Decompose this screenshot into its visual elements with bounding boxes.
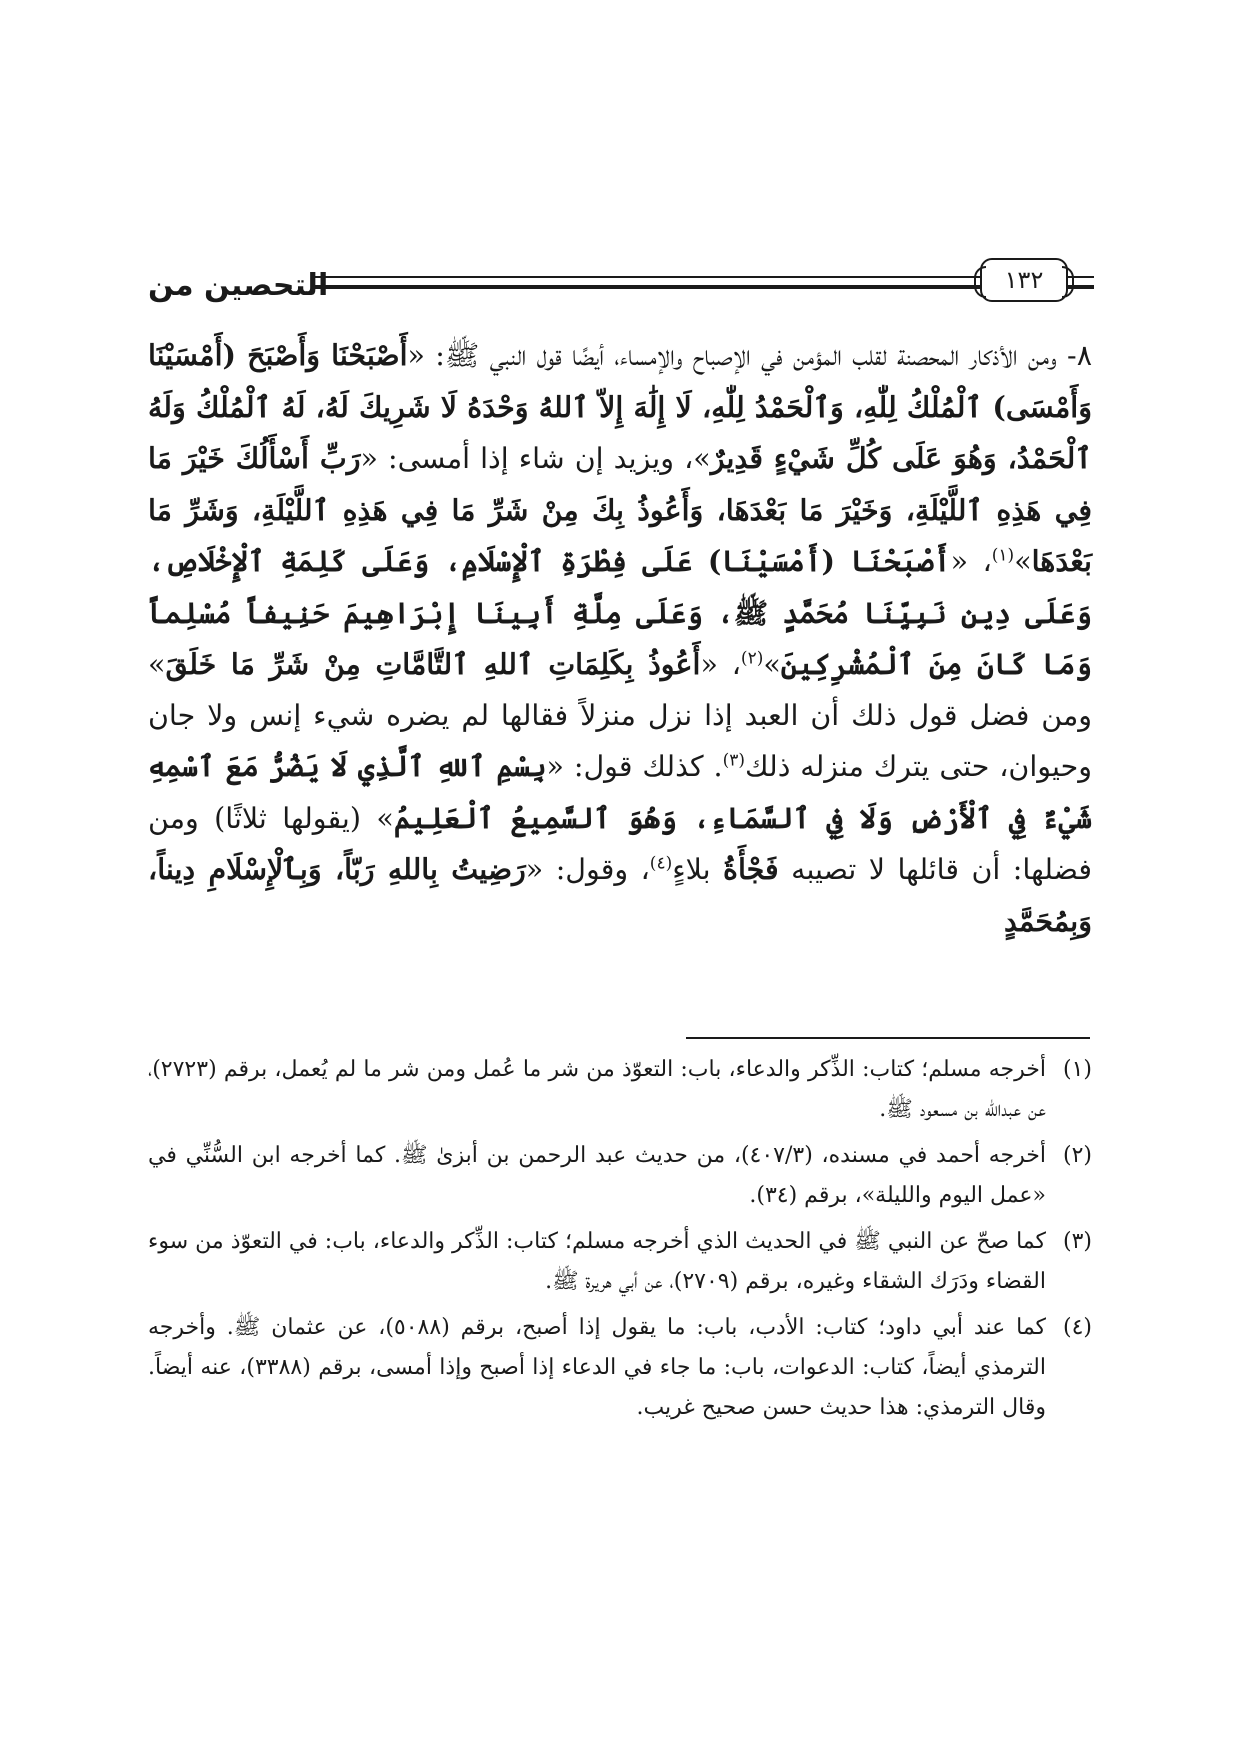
- footnote-number: (١): [1062, 1057, 1092, 1082]
- body-paragraph: ٨- ومن الأذكار المحصنة لقلب المؤمن في الإصباح والإمساء، أيضًا قول النبي ﷺ: «أَصْبَحْنَا وَأَصْبَحَ (أَمْسَيْنَا وَأَمْسَى) ٱلْمُلْكُ لِلّٰهِ، وَٱلْحَمْدُ لِلّٰهِ، لَا إِلَٰهَ إِلاّ ٱللهُ وَحْدَهُ لَا شَرِيكَ لَهُ، لَهُ ٱلْمُلْكُ وَلَهُ ٱلْحَمْدُ، وَهُوَ عَلَى كُلِّ شَيْءٍ قَدِيرٌ»، ويزيد إن شاء إذا أمسى: «رَبِّ أَسْأَلُكَ خَيْرَ مَا فِي هَذِهِ ٱللَّيْلَةِ، وَخَيْرَ مَا بَعْدَهَا، وَأَعُوذُ بِكَ مِنْ شَرِّ مَا فِي هَذِهِ ٱللَّيْلَةِ، وَشَرِّ مَا بَعْدَهَا»$^{(١)}$، «أَصْبَحْنَا (أَمْسَيْنَا) عَلَى فِطْرَةِ ٱلْإِسْلَامِ، وَعَلَى كَلِمَةِ ٱلْإِخْلَاصِ، وَعَلَى دِينِ نَبِيِّنَا مُحَمَّدٍ ﷺ، وَعَلَى مِلَّةِ أَبِينَا إِبْرَاهِيمَ حَنِيفاً مُسْلِماً وَمَا كَانَ مِنَ ٱلْمُشْرِكِينَ»$^{(٢)}$، «أَعُوذُ بِكَلِمَاتِ ٱللهِ ٱلتَّامَّاتِ مِنْ شَرِّ مَا خَلَقَ» ومن فضل قول ذلك أن العبد إذا نزل منزلاً فقالها لم يضره شيء إنس ولا جان وحيوان، حتى يترك منزله ذلك$^{(٣)}$. كذلك قول: «بِسْمِ ٱللهِ ٱلَّذِي لَا يَضُرُّ مَعَ ٱسْمِهِ شَيْءٌ فِي ٱلْأَرْضِ وَلَا فِي ٱلسَّمَاءِ، وَهُوَ ٱلسَّمِيعُ ٱلْعَلِيمُ» (يقولها ثلاثًا) ومن فضلها: أن قائلها لا تصيبه فَجْأَةُ بلاءٍ$^{(٤)}$، وقول: «رَضِيتُ بِاللهِ رَبّاً، وَبِٱلْإِسْلَامِ دِيناً، وَبِمُحَمَّدٍ: [148, 338, 1093, 938]
- text-run: ، «: [950, 545, 992, 578]
- dhikr-quote: أَعُوذُ بِكَلِمَاتِ ٱللهِ ٱلتَّامَّاتِ مِنْ شَرِّ مَا خَلَقَ: [165, 647, 701, 681]
- footnote-text: كما عند أبي داود؛ كتاب: الأدب، باب: ما يقول إذا أصبح، برقم (٥٠٨٨)، عن عثمان ﷺ. وأخرجه الترمذي أيضاً، كتاب: الدعوات، باب: ما جاء في الدعاء إذا أصبح وإذا أمسى، برقم (٣٣٨٨)، عنه أيضاً. وقال الترمذي: هذا حديث حسن صحيح غريب.: [148, 1315, 1047, 1420]
- text-run: ومن الأذكار المحصنة لقلب المؤمن في الإصباح والإمساء، أيضًا قول النبي ﷺ: «: [407, 339, 1057, 372]
- text-run: » ومن فضل قول ذلك أن العبد إذا نزل منزلاً فقالها لم يضره شيء إنس ولا جان وحيوان، حتى يترك منزله ذلك: [148, 648, 1092, 783]
- page-number-badge: [980, 258, 1068, 302]
- page-number: ١٣٢: [999, 266, 1050, 294]
- page-header: [0, 258, 1240, 328]
- header-rule: [312, 276, 980, 289]
- text-run: » (يقولها ثلاثًا) ومن فضلها: أن قائلها لا تصيبه: [148, 801, 1092, 886]
- dhikr-quote: بِسْمِ ٱللهِ ٱلَّذِي لَا يَضُرُّ مَعَ ٱسْمِهِ شَيْءٌ فِي ٱلْأَرْضِ وَلَا فِي ٱلسَّمَاءِ، وَهُوَ ٱلسَّمِيعُ ٱلْعَلِيمُ: [148, 749, 1092, 835]
- footnote-text: كما صحّ عن النبي ﷺ في الحديث الذي أخرجه مسلم؛ كتاب: الذِّكر والدعاء، باب: في التعوّذ من سوء القضاء ودَرَك الشقاء وغيره، برقم (٢٧٠٩)، عن أبي هريرة ﷺ.: [148, 1229, 1046, 1294]
- footnote-number: (٢): [1062, 1143, 1092, 1168]
- footnote: [148, 1308, 1092, 1428]
- footnote: [148, 1050, 1092, 1130]
- text-run: »، ويزيد إن شاء إذا أمسى: «: [360, 442, 711, 475]
- dhikr-quote: رَضِيتُ بِاللهِ رَبّاً، وَبِٱلْإِسْلَامِ دِيناً، وَبِمُحَمَّدٍ: [148, 852, 1092, 938]
- running-title: التحصين من: [148, 268, 329, 303]
- footnote: [148, 1136, 1092, 1216]
- text-run: ، «: [700, 648, 741, 681]
- dhikr-quote: أَصْبَحْنَا وَأَصْبَحَ (أَمْسَيْنَا وَأَمْسَى) ٱلْمُلْكُ لِلّٰهِ، وَٱلْحَمْدُ لِلّٰهِ، لَا إِلَٰهَ إِلاّ ٱللهُ وَحْدَهُ لَا شَرِيكَ لَهُ، لَهُ ٱلْمُلْكُ وَلَهُ ٱلْحَمْدُ، وَهُوَ عَلَى كُلِّ شَيْءٍ قَدِيرٌ: [148, 338, 1093, 475]
- footnote-ref[interactable]: (٢): [740, 648, 764, 669]
- footnote-ref[interactable]: (٣): [722, 750, 745, 771]
- footnote-text: أخرجه مسلم؛ كتاب: الذِّكر والدعاء، باب: التعوّذ من شر ما عُمل ومن شر ما لم يُعمل، برقم (٢٧٢٣)، عن عبدالله بن مسعود ﷺ.: [148, 1057, 1046, 1122]
- footnote-ref[interactable]: (٤): [649, 853, 673, 874]
- dhikr-word: فَجْأَةُ: [723, 852, 779, 886]
- footnote-text: أخرجه أحمد في مسنده، (٤٠٧/٣)، من حديث عبد الرحمن بن أبزىٰ ﷺ. كما أخرجه ابن السُّنِّي في «عمل اليوم والليلة»، برقم (٣٤).: [148, 1143, 1046, 1208]
- footnote-number: (٤): [1062, 1315, 1092, 1340]
- dhikr-quote: رَبِّ أَسْأَلُكَ خَيْرَ مَا فِي هَذِهِ ٱللَّيْلَةِ، وَخَيْرَ مَا بَعْدَهَا، وَأَعُوذُ بِكَ مِنْ شَرِّ مَا فِي هَذِهِ ٱللَّيْلَةِ، وَشَرِّ مَا بَعْدَهَا: [148, 441, 1092, 578]
- dhikr-quote: أَصْبَحْنَا (أَمْسَيْنَا) عَلَى فِطْرَةِ ٱلْإِسْلَامِ، وَعَلَى كَلِمَةِ ٱلْإِخْلَاصِ، وَعَلَى دِينِ نَبِيِّنَا مُحَمَّدٍ ﷺ، وَعَلَى مِلَّةِ أَبِينَا إِبْرَاهِيمَ حَنِيفاً مُسْلِماً وَمَا كَانَ مِنَ ٱلْمُشْرِكِينَ: [148, 544, 1092, 681]
- text-run: . كذلك قول: «: [546, 750, 723, 783]
- footnote: [148, 1222, 1092, 1302]
- footnote-separator: [686, 1037, 1090, 1039]
- footnote-ref[interactable]: (١): [991, 545, 1015, 566]
- text-run: ، وقول: «: [525, 853, 650, 886]
- header-rule-end: [1068, 276, 1094, 289]
- item-number: ٨-: [1067, 339, 1092, 372]
- footnotes: [148, 1050, 1092, 1434]
- text-run: بلاءٍ: [672, 853, 724, 886]
- footnote-number: (٣): [1062, 1229, 1092, 1254]
- main-text: [148, 330, 1092, 1020]
